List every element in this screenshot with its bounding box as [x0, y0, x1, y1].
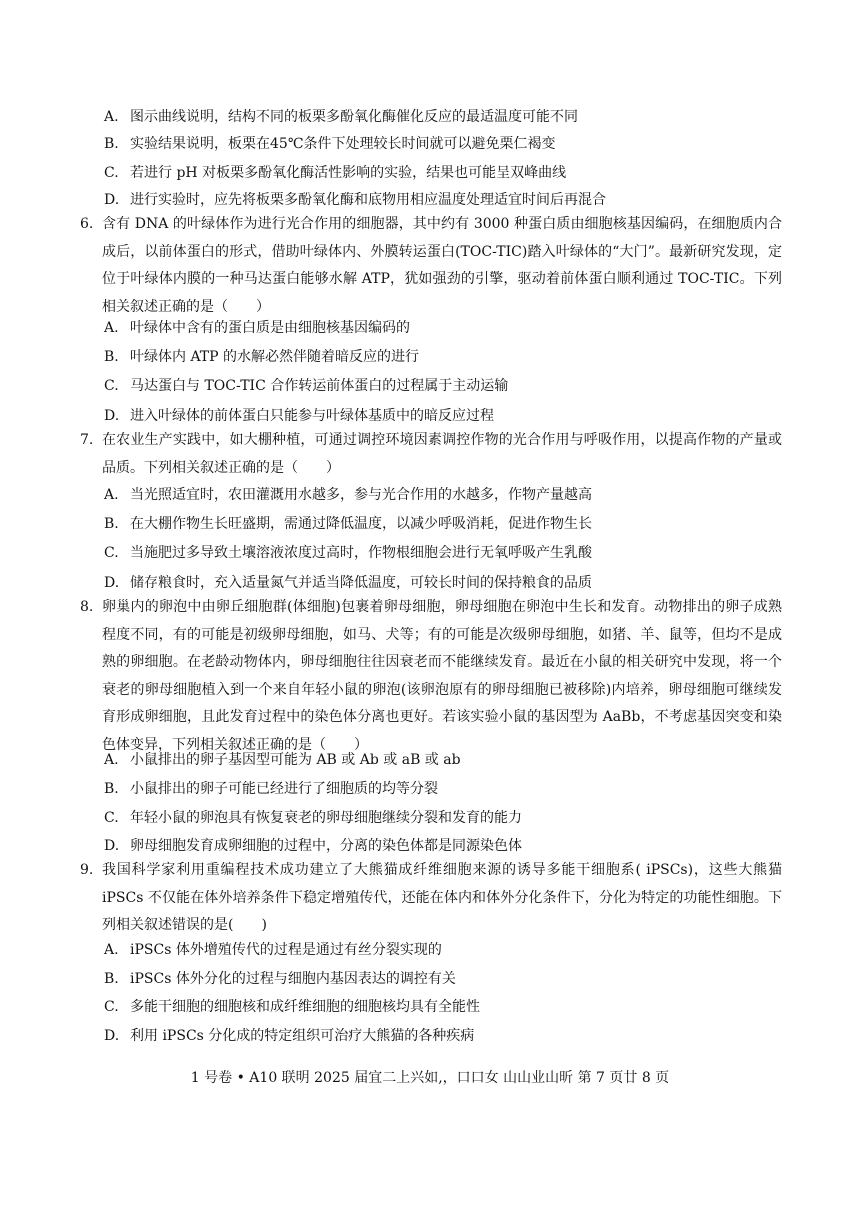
question-stem: 我国科学家利用重编程技术成功建立了大熊猫成纤维细胞来源的诱导多能干细胞系( iPSCs)，这些大熊猫 iPSCs 不仅能在体外培养条件下稳定增殖传代，还能在体内和体外分化条件下，分化为特定的功能性细胞。下列相关叙述错误的是( ) [102, 862, 782, 933]
option-text: 小鼠排出的卵子可能已经进行了细胞质的均等分裂 [130, 781, 438, 797]
q6-option-a [104, 318, 784, 338]
q9-option-d [104, 1026, 784, 1046]
q5-option-a [104, 107, 784, 127]
option-text: 利用 iPSCs 分化成的特定组织可治疗大熊猫的各种疾病 [130, 1028, 475, 1044]
option-label: D. [104, 408, 120, 424]
option-label: A. [104, 487, 119, 503]
option-text: 叶绿体中含有的蛋白质是由细胞核基因编码的 [130, 320, 410, 336]
q5-option-c [104, 163, 784, 183]
option-text: 年轻小鼠的卵泡具有恢复衰老的卵母细胞继续分裂和发育的能力 [130, 810, 522, 826]
option-label: C. [104, 545, 119, 561]
q8-option-c [104, 808, 784, 828]
option-text: 实验结果说明，板栗在45℃条件下处理较长时间就可以避免栗仁褐变 [130, 136, 556, 152]
q7-option-b [104, 514, 784, 534]
option-label: A. [104, 320, 119, 336]
question-8 [80, 594, 782, 759]
option-text: 若进行 pH 对板栗多酚氧化酶活性影响的实验，结果也可能呈双峰曲线 [130, 165, 567, 181]
page-footer: 1 号卷 • A10 联明 2025 届宜二上兴如,，口口女 山山业山昕 第 7 页廿 8 页 [190, 1070, 670, 1086]
option-label: C. [104, 378, 119, 394]
q7-option-c [104, 543, 784, 563]
option-text: 卵母细胞发育成卵细胞的过程中，分离的染色体都是同源染色体 [130, 838, 522, 854]
option-text: iPSCs 体外分化的过程与细胞内基因表达的调控有关 [130, 971, 456, 987]
option-text: 进入叶绿体的前体蛋白只能参与叶绿体基质中的暗反应过程 [130, 408, 494, 424]
option-text: 在大棚作物生长旺盛期，需通过降低温度，以减少呼吸消耗，促进作物生长 [130, 516, 592, 532]
option-label: B. [104, 349, 119, 365]
q8-option-a [104, 750, 784, 770]
question-number: 6. [80, 216, 94, 232]
q6-option-c [104, 376, 784, 396]
question-9 [80, 857, 782, 940]
option-label: B. [104, 781, 119, 797]
option-label: B. [104, 516, 119, 532]
option-text: 叶绿体内 ATP 的水解必然伴随着暗反应的进行 [130, 349, 420, 365]
option-text: 当光照适宜时，农田灌溉用水越多，参与光合作用的水越多，作物产量越高 [130, 487, 592, 503]
option-label: A. [104, 942, 119, 958]
q8-option-b [104, 779, 784, 799]
question-7 [80, 427, 782, 482]
option-text: iPSCs 体外增殖传代的过程是通过有丝分裂实现的 [130, 942, 442, 958]
q7-option-a [104, 485, 784, 505]
option-text: 储存粮食时，充入适量氮气并适当降低温度，可较长时间的保持粮食的品质 [130, 575, 592, 591]
option-label: A. [104, 109, 119, 125]
option-text: 进行实验时，应先将板栗多酚氧化酶和底物用相应温度处理适宜时间后再混合 [130, 192, 606, 208]
q8-option-d [104, 836, 784, 856]
option-label: D. [104, 838, 120, 854]
option-label: C. [104, 165, 119, 181]
question-6 [80, 211, 782, 321]
option-label: D. [104, 192, 120, 208]
q7-option-d [104, 573, 784, 593]
option-text: 多能干细胞的细胞核和成纤维细胞的细胞核均具有全能性 [130, 999, 480, 1015]
option-label: A. [104, 752, 119, 768]
option-label: D. [104, 1028, 120, 1044]
q6-option-b [104, 347, 784, 367]
question-number: 8. [80, 599, 94, 615]
q9-option-c [104, 997, 784, 1017]
question-stem: 在农业生产实践中，如大棚种植，可通过调控环境因素调控作物的光合作用与呼吸作用，以提高作物的产量或品质。下列相关叙述正确的是（ ） [102, 432, 782, 476]
option-label: C. [104, 810, 119, 826]
q6-option-d [104, 406, 784, 426]
option-text: 小鼠排出的卵子基因型可能为 AB 或 Ab 或 aB 或 ab [130, 752, 461, 768]
option-label: B. [104, 136, 119, 152]
q9-option-a [104, 940, 784, 960]
question-number: 9. [80, 862, 94, 878]
option-text: 图示曲线说明，结构不同的板栗多酚氧化酶催化反应的最适温度可能不同 [130, 109, 578, 125]
q9-option-b [104, 969, 784, 989]
option-label: C. [104, 999, 119, 1015]
question-number: 7. [80, 432, 94, 448]
option-label: D. [104, 575, 120, 591]
option-text: 当施肥过多导致土壤溶液浓度过高时，作物根细胞会进行无氧呼吸产生乳酸 [130, 545, 592, 561]
option-label: B. [104, 971, 119, 987]
question-stem: 卵巢内的卵泡中由卵丘细胞群(体细胞)包裹着卵母细胞，卵母细胞在卵泡中生长和发育。动物排出的卵子成熟程度不同，有的可能是初级卵母细胞，如马、犬等；有的可能是次级卵母细胞，如猪、羊、鼠等，但均不是成熟的卵细胞。在老龄动物体内，卵母细胞往往因衰老而不能继续发育。最近在小鼠的相关研究中发现，将一个衰老的卵母细胞植入到一个来自年轻小鼠的卵泡(该卵泡原有的卵母细胞已被移除)内培养，卵母细胞可继续发育形成卵细胞，且此发育过程中的染色体分离也更好。若该实验小鼠的基因型为 AaBb，不考虑基因突变和染色体变异，下列相关叙述正确的是（ ） [102, 599, 782, 753]
option-text: 马达蛋白与 TOC-TIC 合作转运前体蛋白的过程属于主动运输 [130, 378, 509, 394]
q5-option-b [104, 134, 784, 154]
question-stem: 含有 DNA 的叶绿体作为进行光合作用的细胞器，其中约有 3000 种蛋白质由细胞核基因编码，在细胞质内合成后，以前体蛋白的形式，借助叶绿体内、外膜转运蛋白(TOC-TIC)踏入叶绿体的“大门”。最新研究发现，定位于叶绿体内膜的一种马达蛋白能够水解 ATP，犹如强劲的引擎，驱动着前体蛋白顺利通过 TOC-TIC。下列相关叙述正确的是（ ） [102, 216, 782, 315]
q5-option-d [104, 190, 784, 210]
